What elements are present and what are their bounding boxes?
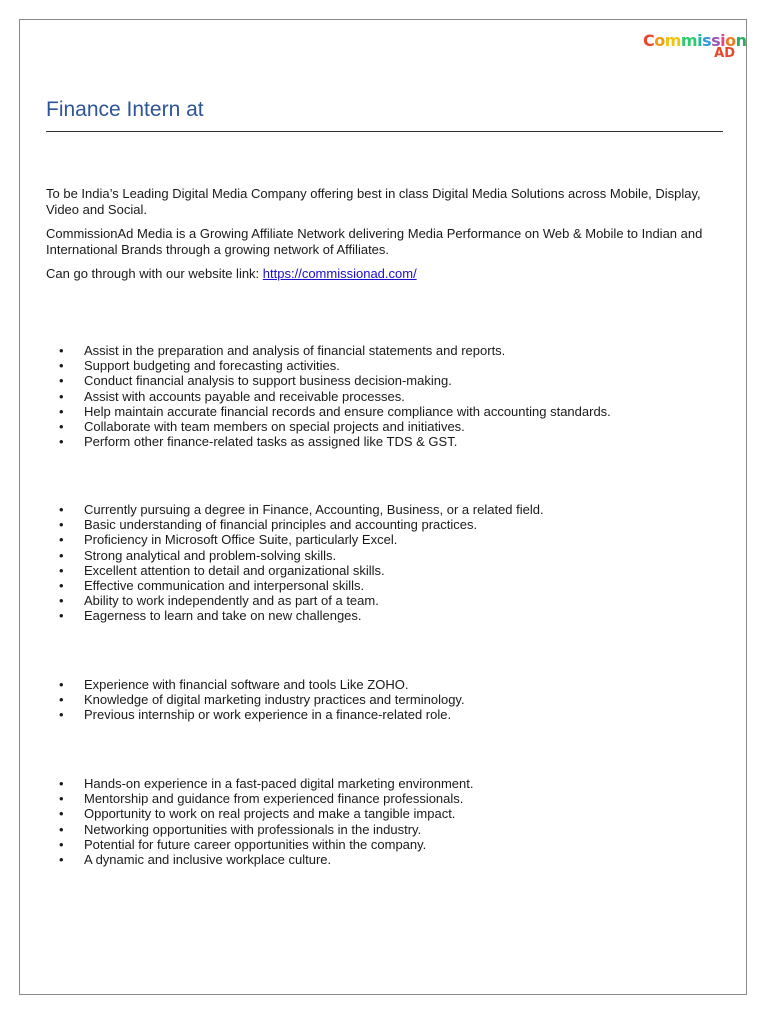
list-item: • A dynamic and inclusive workplace culture. [46,852,726,867]
list-item: • Currently pursuing a degree in Finance, Accounting, Business, or a related field. [46,502,726,517]
logo-letter: C [643,31,655,50]
company-intro [46,186,726,290]
list-item: • Previous internship or work experience in a finance-related role. [46,707,726,722]
responsibilities-list [46,343,726,449]
website-link[interactable]: https://commissionad.com/ [262,266,417,281]
list-item: • Collaborate with team members on special projects and initiatives. [46,419,726,434]
commissionad-logo [643,31,747,65]
list-item: • Conduct financial analysis to support business decision-making. [46,373,726,388]
list-item: • Ability to work independently and as part of a team. [46,593,726,608]
list-item: • Knowledge of digital marketing industry practices and terminology. [46,692,726,707]
list-item: • Opportunity to work on real projects and make a tangible impact. [46,806,726,821]
list-item: • Hands-on experience in a fast-paced digital marketing environment. [46,776,726,791]
list-item: • Excellent attention to detail and organizational skills. [46,563,726,578]
website-label: Can go through with our website link: [46,266,263,281]
logo-letter: i [697,31,703,50]
page-title: Finance Intern at [46,98,204,121]
logo-letter: o [725,31,736,50]
list-item: • Support budgeting and forecasting activities. [46,358,726,373]
intro-website [46,266,726,282]
logo-letter: o [654,31,665,50]
logo-ad-mark: AD [714,46,735,61]
logo-letter: m [680,31,698,50]
list-item: • Strong analytical and problem-solving skills. [46,548,726,563]
title-divider [46,131,723,132]
requirements-list [46,502,726,624]
preferred-skills-list [46,677,726,723]
list-item: • Help maintain accurate financial records and ensure compliance with accounting standards. [46,404,726,419]
list-item: • Basic understanding of financial principles and accounting practices. [46,517,726,532]
intro-about: CommissionAd Media is a Growing Affiliate Network delivering Media Performance on Web & Mobile to Indian and International Brands through a growing network of Affiliates. [46,226,703,257]
logo-letter: n [735,31,747,50]
logo-letter: s [702,31,712,50]
benefits-list [46,776,726,867]
list-item: • Proficiency in Microsoft Office Suite, particularly Excel. [46,532,726,547]
logo-letter: s [711,31,721,50]
list-item: • Potential for future career opportunities within the company. [46,837,726,852]
list-item: • Eagerness to learn and take on new challenges. [46,608,726,623]
logo-letter: m [664,31,681,50]
intro-vision: To be India’s Leading Digital Media Company offering best in class Digital Media Solutions across Mobile, Display, Video and Social. [46,186,701,217]
list-item: • Experience with financial software and tools Like ZOHO. [46,677,726,692]
logo-letter: i [720,31,726,50]
list-item: • Networking opportunities with professionals in the industry. [46,822,726,837]
list-item: • Mentorship and guidance from experienced finance professionals. [46,791,726,806]
list-item: • Assist in the preparation and analysis of financial statements and reports. [46,343,726,358]
list-item: • Assist with accounts payable and receivable processes. [46,389,726,404]
list-item: • Effective communication and interpersonal skills. [46,578,726,593]
list-item: • Perform other finance-related tasks as assigned like TDS & GST. [46,434,726,449]
